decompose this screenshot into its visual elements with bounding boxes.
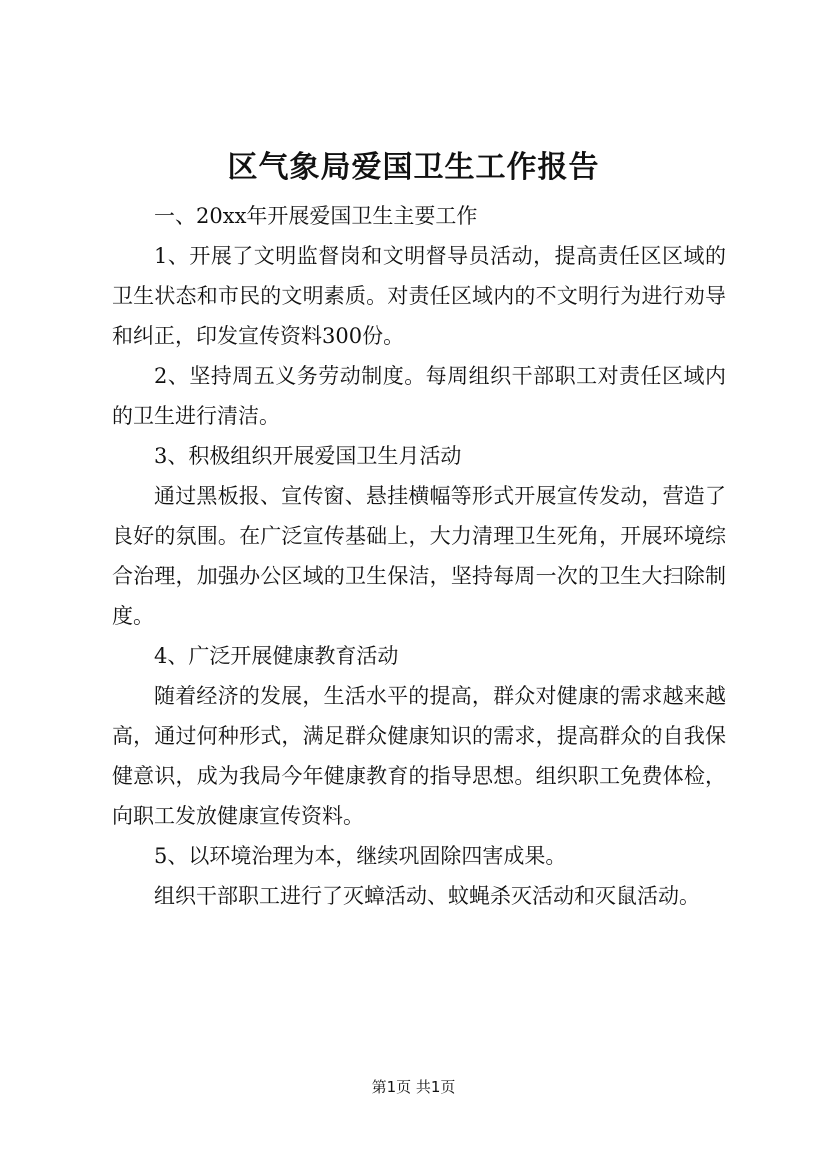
document-title: 区气象局爱国卫生工作报告 <box>227 150 600 185</box>
paragraph-item-2: 2、坚持周五义务劳动制度。每周组织干部职工对责任区域内的卫生进行清洁。 <box>112 364 726 428</box>
paragraph-item-4-heading: 4、广泛开展健康教育活动 <box>154 644 399 668</box>
section-heading: 一、20xx年开展爱国卫生主要工作 <box>154 204 478 228</box>
paragraph-item-5-heading: 5、以环境治理为本，继续巩固除四害成果。 <box>154 844 567 868</box>
paragraph-item-4-body: 随着经济的发展，生活水平的提高，群众对健康的需求越来越高，通过何种形式，满足群众健康知识的需求，提高群众的自我保健意识，成为我局今年健康教育的指导思想。组织职工免费体检，向职工发放健康宣传资料。 <box>112 684 726 828</box>
page-footer: 第1页 共1页 <box>371 1078 456 1096</box>
paragraph-item-3-body: 通过黑板报、宣传窗、悬挂横幅等形式开展宣传发动，营造了良好的氛围。在广泛宣传基础上，大力清理卫生死角，开展环境综合治理，加强办公区域的卫生保洁，坚持每周一次的卫生大扫除制度。 <box>112 484 726 628</box>
paragraph-item-1: 1、开展了文明监督岗和文明督导员活动，提高责任区区域的卫生状态和市民的文明素质。对责任区域内的不文明行为进行劝导和纠正，印发宣传资料300份。 <box>112 244 726 348</box>
document-body <box>112 196 726 916</box>
paragraph-item-5-body: 组织干部职工进行了灭蟑活动、蚊蝇杀灭活动和灭鼠活动。 <box>154 884 700 908</box>
paragraph-item-3-heading: 3、积极组织开展爱国卫生月活动 <box>154 444 462 468</box>
